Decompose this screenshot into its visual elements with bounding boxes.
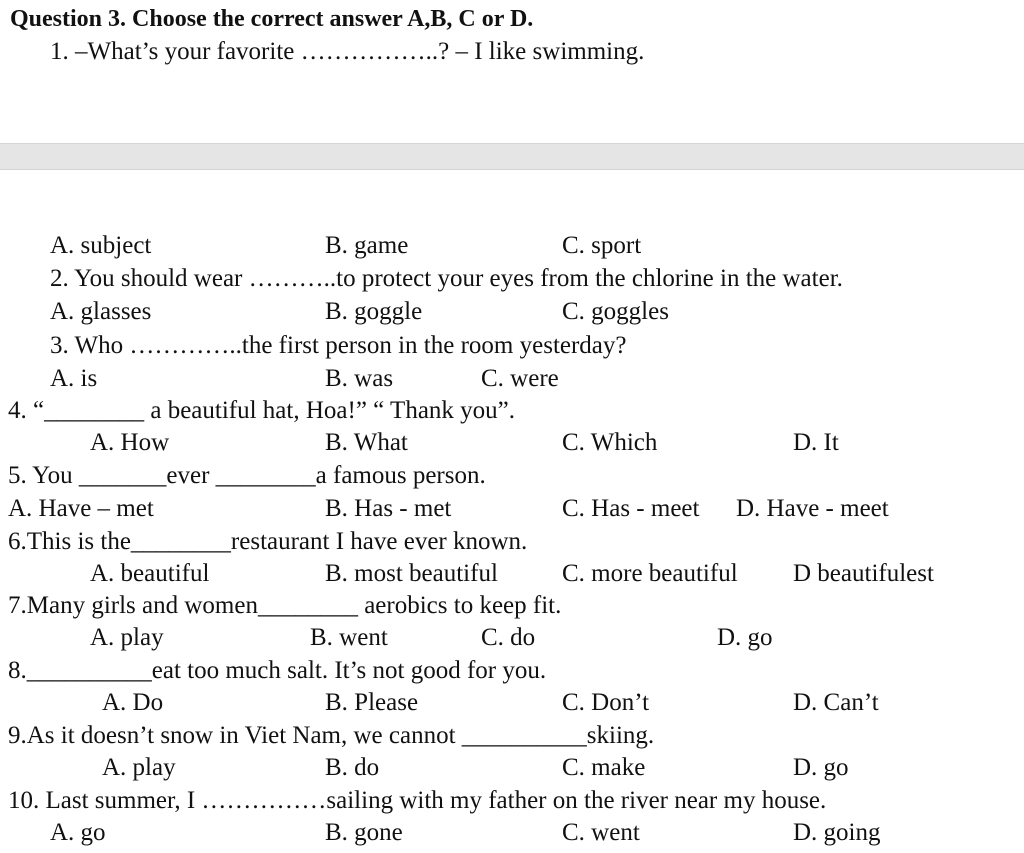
question-4-option-b: B. What [325, 429, 408, 456]
question-9-option-a: A. play [102, 754, 176, 781]
question-7-option-d: D. go [717, 624, 773, 651]
question-5-option-b: B. Has - met [325, 495, 452, 522]
question-3-option-b: B. was [325, 365, 394, 392]
question-1-option-c: C. sport [562, 232, 642, 259]
question-8-option-a: A. Do [102, 689, 164, 716]
question-2-option-a: A. glasses [50, 298, 152, 325]
question-1-option-b: B. game [325, 232, 409, 259]
question-10-option-b: B. gone [325, 819, 403, 846]
question-10-stem: 10. Last summer, I ……………sailing with my father on the river near my house. [8, 787, 827, 814]
question-3-stem: 3. Who …………..the first person in the room yesterday? [50, 332, 627, 359]
question-5-option-d: D. Have - meet [736, 495, 889, 522]
question-9-option-c: C. make [562, 754, 646, 781]
question-2-stem: 2. You should wear ………..to protect your eyes from the chlorine in the water. [50, 265, 843, 292]
question-6-option-c: C. more beautiful [562, 560, 738, 587]
question-3-option-a: A. is [50, 365, 98, 392]
question-7-option-c: C. do [481, 624, 536, 651]
question-1-option-a: A. subject [50, 232, 152, 259]
question-9-option-d: D. go [793, 754, 849, 781]
question-5-stem: 5. You _______ever ________a famous person. [8, 462, 486, 489]
question-6-option-a: A. beautiful [90, 560, 210, 587]
question-1-stem: 1. –What’s your favorite ……………..? – I like swimming. [50, 38, 645, 65]
question-5-option-c: C. Has - meet [562, 495, 700, 522]
question-3-option-c: C. were [481, 365, 559, 392]
question-6-stem: 6.This is the________restaurant I have ever known. [8, 528, 528, 555]
question-8-option-b: B. Please [325, 689, 419, 716]
question-8-stem: 8.__________eat too much salt. It’s not good for you. [8, 657, 547, 684]
question-4-option-a: A. How [90, 429, 170, 456]
question-2-option-b: B. goggle [325, 298, 423, 325]
question-title: Question 3. Choose the correct answer A,B, C or D. [10, 6, 534, 32]
question-5-option-a: A. Have – met [8, 495, 154, 522]
question-2-option-c: C. goggles [562, 298, 669, 325]
question-10-option-a: A. go [50, 819, 106, 846]
question-8-option-c: C. Don’t [562, 689, 650, 716]
question-10-option-d: D. going [793, 819, 881, 846]
divider-band [0, 143, 1024, 170]
question-4-option-c: C. Which [562, 429, 658, 456]
question-6-option-d: D beautifulest [793, 560, 934, 587]
question-6-option-b: B. most beautiful [325, 560, 498, 587]
question-4-stem: 4. “________ a beautiful hat, Hoa!” “ Thank you”. [8, 397, 516, 424]
question-10-option-c: C. went [562, 819, 640, 846]
question-4-option-d: D. It [793, 429, 839, 456]
question-7-option-a: A. play [90, 624, 164, 651]
question-8-option-d: D. Can’t [793, 689, 879, 716]
question-9-stem: 9.As it doesn’t snow in Viet Nam, we cannot __________skiing. [8, 722, 655, 749]
question-7-option-b: B. went [310, 624, 388, 651]
question-7-stem: 7.Many girls and women________ aerobics to keep fit. [8, 592, 562, 619]
question-9-option-b: B. do [325, 754, 380, 781]
